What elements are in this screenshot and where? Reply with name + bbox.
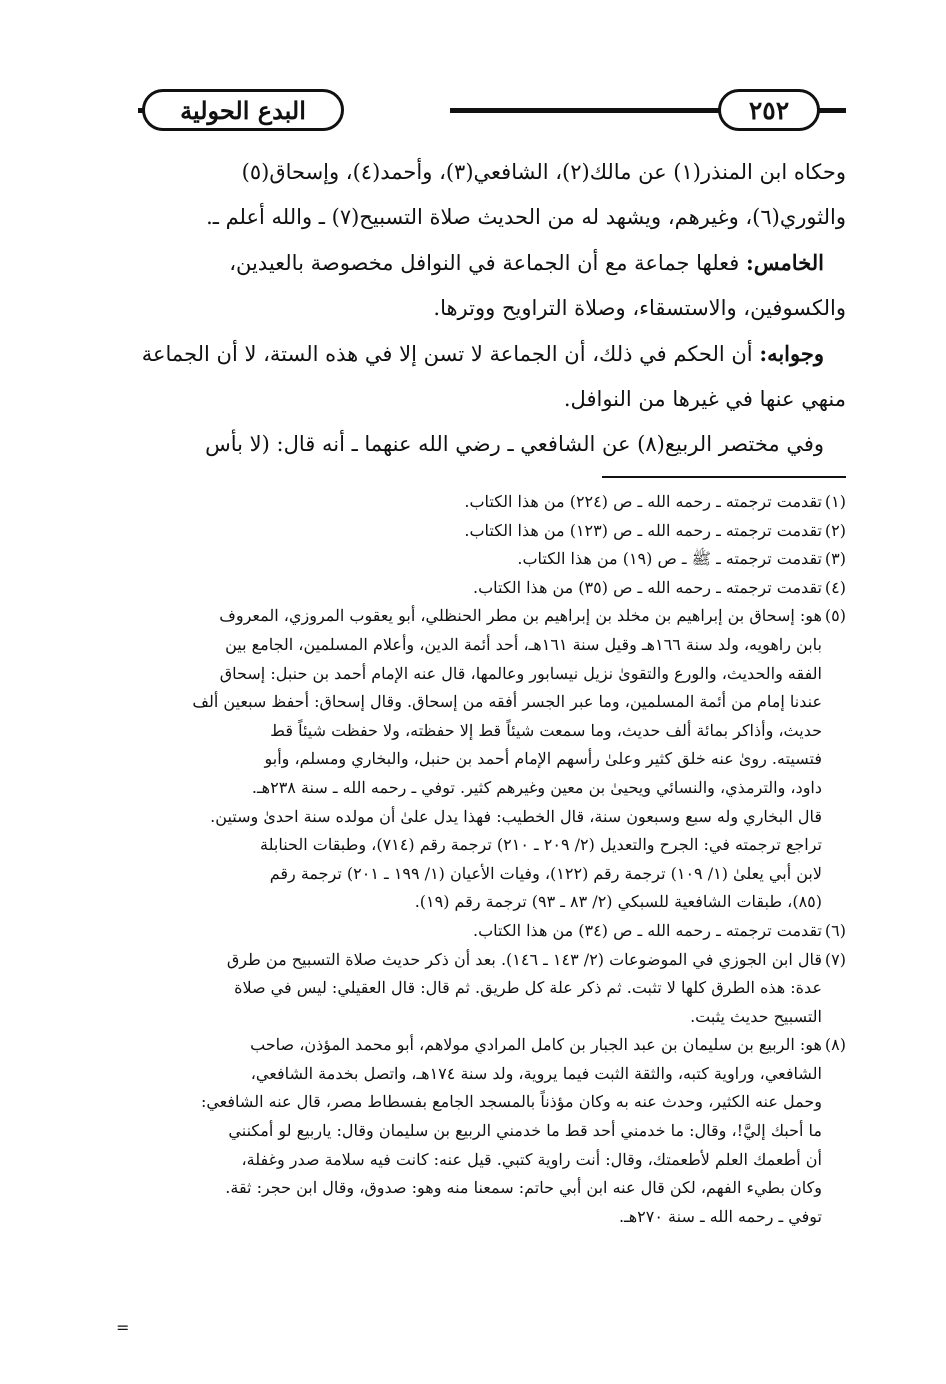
text-line: أن الحكم في ذلك، أن الجماعة لا تسن إلا في هذه الستة، لا أن الجماعة	[141, 342, 753, 366]
paragraph-answer-cont	[100, 377, 846, 422]
footnote-line: هو: إسحاق بن إبراهيم بن مخلد بن إبراهيم بن مطر الحنظلي، أبو يعقوب المروزي، المعروف	[219, 606, 822, 626]
footnote	[100, 917, 846, 946]
footnote-line: هو: الربيع بن سليمان بن عبد الجبار بن كامل المرادي مولاهم، أبو محمد المؤذن، صاحب	[250, 1035, 822, 1055]
footnote-line: توفي ـ رحمه الله ـ سنة ٢٧٠هـ.	[618, 1206, 822, 1226]
paragraph-answer	[100, 331, 824, 377]
footnote-line: تراجع ترجمته في: الجرح والتعديل (٢/ ٢٠٩ ـ ٢١٠) ترجمة رقم (٧١٤)، وطبقات الحنابلة	[260, 835, 822, 855]
footnote	[100, 574, 846, 603]
footnote-line: تقدمت ترجمته ـ رحمه الله ـ ص (٣٤) من هذا الكتاب.	[473, 920, 822, 940]
footnote-line: الفقه والحديث، والورع والتقوىٰ نزيل نيسابور وعالمها، قال عنه الإمام أحمد بن حنبل: إسحاق	[219, 663, 822, 683]
footnote-number: (٧)	[824, 949, 846, 969]
footnote-line: تقدمت ترجمته ـ رحمه الله ـ ص (٢٢٤) من هذا الكتاب.	[464, 492, 822, 511]
text-line: والكسوفين، والاستسقاء، وصلاة التراويح ووترها.	[433, 296, 846, 320]
footnote-line: تقدمت ترجمته ـ رحمه الله ـ ص (٣٥) من هذا الكتاب.	[473, 577, 822, 597]
footnote-number: (١)	[824, 492, 846, 511]
header-rule-middle	[450, 108, 762, 113]
footnote-line: وحمل عنه الكثير، وحدث عنه به وكان مؤذناً بالمسجد الجامع بفسطاط مصر، قال عنه الشافعي:	[200, 1092, 822, 1112]
footnote-number: (٨)	[824, 1035, 846, 1055]
footnote	[100, 946, 846, 1032]
footnote-line: بابن راهويه، ولد سنة ١٦٦هـ وقيل سنة ١٦١هـ، أحد أئمة الدين، وأعلام المسلمين، الجامع بين	[225, 634, 822, 654]
footnote-line: تقدمت ترجمته ـ ﷺ ـ ص (١٩) من هذا الكتاب.	[517, 549, 822, 569]
main-text	[100, 150, 846, 467]
paragraph-1	[100, 150, 846, 240]
text-line: وحكاه ابن المنذر(١) عن مالك(٢)، الشافعي(٣)، وأحمد(٤)، وإسحاق(٥)	[241, 160, 846, 184]
section-label-fifth: الخامس:	[746, 250, 824, 275]
footnote-separator	[602, 476, 846, 478]
paragraph-fifth	[100, 240, 824, 286]
footnote	[100, 517, 846, 546]
footnote-line: قال البخاري وله سبع وسبعون سنة، قال الخطيب: فهذا يدل علىٰ أن مولده سنة احدىٰ وستين.	[210, 806, 822, 826]
footnote-line: قال ابن الجوزي في الموضوعات (٢/ ١٤٣ ـ ١٤٦). بعد أن ذكر حديث صلاة التسبيح من طرق	[226, 949, 822, 969]
footnotes	[100, 488, 846, 1231]
paragraph-4	[100, 422, 824, 467]
footnote-line: تقدمت ترجمته ـ رحمه الله ـ ص (١٢٣) من هذا الكتاب.	[464, 520, 822, 540]
text-line: وفي مختصر الربيع(٨) عن الشافعي ـ رضي الله عنهما ـ أنه قال: (لا بأس	[205, 432, 824, 456]
footnote-number: (٥)	[824, 606, 846, 626]
book-title: البدع الحولية	[180, 95, 306, 125]
footnote-line: أن أطعمك العلم لأطعمتك، وقال: أنت راوية كتبي. قيل عنه: كانت فيه سلامة صدر وغفلة،	[241, 1149, 822, 1169]
footnote-line: فتسيته. رویٰ عنه خلق كثير وعلىٰ رأسهم الإمام أحمد بن حنبل، والبخاري ومسلم، وأبو	[264, 749, 822, 769]
footnote-number: (٢)	[824, 520, 846, 540]
footnote-line: حديث، وأذاكر بمائة ألف حديث، وما سمعت شيئاً قط إلا حفظته، ولا حفظت شيئاً قط	[270, 720, 822, 740]
footnote-line: وكان بطيء الفهم، لكن قال عنه ابن أبي حاتم: سمعنا منه وهو: صدوق، وقال ابن حجر: ثقة.	[225, 1178, 822, 1198]
footnote	[100, 602, 846, 917]
running-header	[98, 86, 846, 130]
footnote-number: (٣)	[824, 549, 846, 569]
text-line: منهي عنها في غيرها من النوافل.	[563, 387, 846, 411]
paragraph-fifth-cont	[100, 286, 846, 331]
text-line: والثوري(٦)، وغيرهم، ويشهد له من الحديث صلاة التسبيح(٧) ـ والله أعلم ـ.	[206, 205, 846, 229]
footnote-number: (٦)	[824, 920, 846, 940]
footnote-line: لابن أبي يعلىٰ (١/ ١٠٩) ترجمة رقم (١٢٢)، وفيات الأعيان (١/ ١٩٩ ـ ٢٠١) ترجمة رقم	[269, 863, 822, 883]
footnote-line: عدة: هذه الطرق كلها لا تثبت. ثم ذكر علة كل طريق. ثم قال: قال العقيلي: ليس في صلاة	[234, 978, 822, 998]
text-line: فعلها جماعة مع أن الجماعة في النوافل مخصوصة بالعيدين،	[229, 251, 740, 275]
footnote-line: الشافعي، وراوية كتبه، والثقة الثبت فيما يروية، ولد سنة ١٧٤هـ، واتصل بخدمة الشافعي،	[250, 1063, 822, 1083]
section-label-answer: وجوابه:	[759, 341, 824, 366]
page-number: ٢٥٢	[748, 95, 790, 125]
footnote-line: التسبيح حديث يثبت.	[690, 1006, 822, 1026]
footnote	[100, 545, 846, 574]
page-number-cartouche	[718, 89, 820, 131]
footnote-line: داود، والترمذي، والنسائي ويحيىٰ بن معين وغيرهم كثير. توفي ـ رحمه الله ـ سنة ٢٣٨هـ.	[251, 777, 822, 797]
footnote	[100, 1031, 846, 1231]
footnote	[100, 488, 846, 517]
book-title-cartouche	[142, 89, 344, 131]
footnote-number: (٤)	[824, 577, 846, 597]
footnote-line: ما أحبك إليَّ!، وقال: ما خدمني أحد قط ما خدمني الربيع بن سليمان وقال: ياربيع لو أمكنني	[228, 1121, 822, 1141]
footnote-line: عندنا إمام من أئمة المسلمين، وما عبر الجسر أفقه من إسحاق. وقال إسحاق: أحفظ سبعين ألف	[192, 692, 822, 712]
continuation-mark: =	[116, 1318, 130, 1337]
footnote-line: (٨٥)، طبقات الشافعية للسبكي (٢/ ٨٣ ـ ٩٣) ترجمة رقم (١٩).	[414, 892, 822, 912]
